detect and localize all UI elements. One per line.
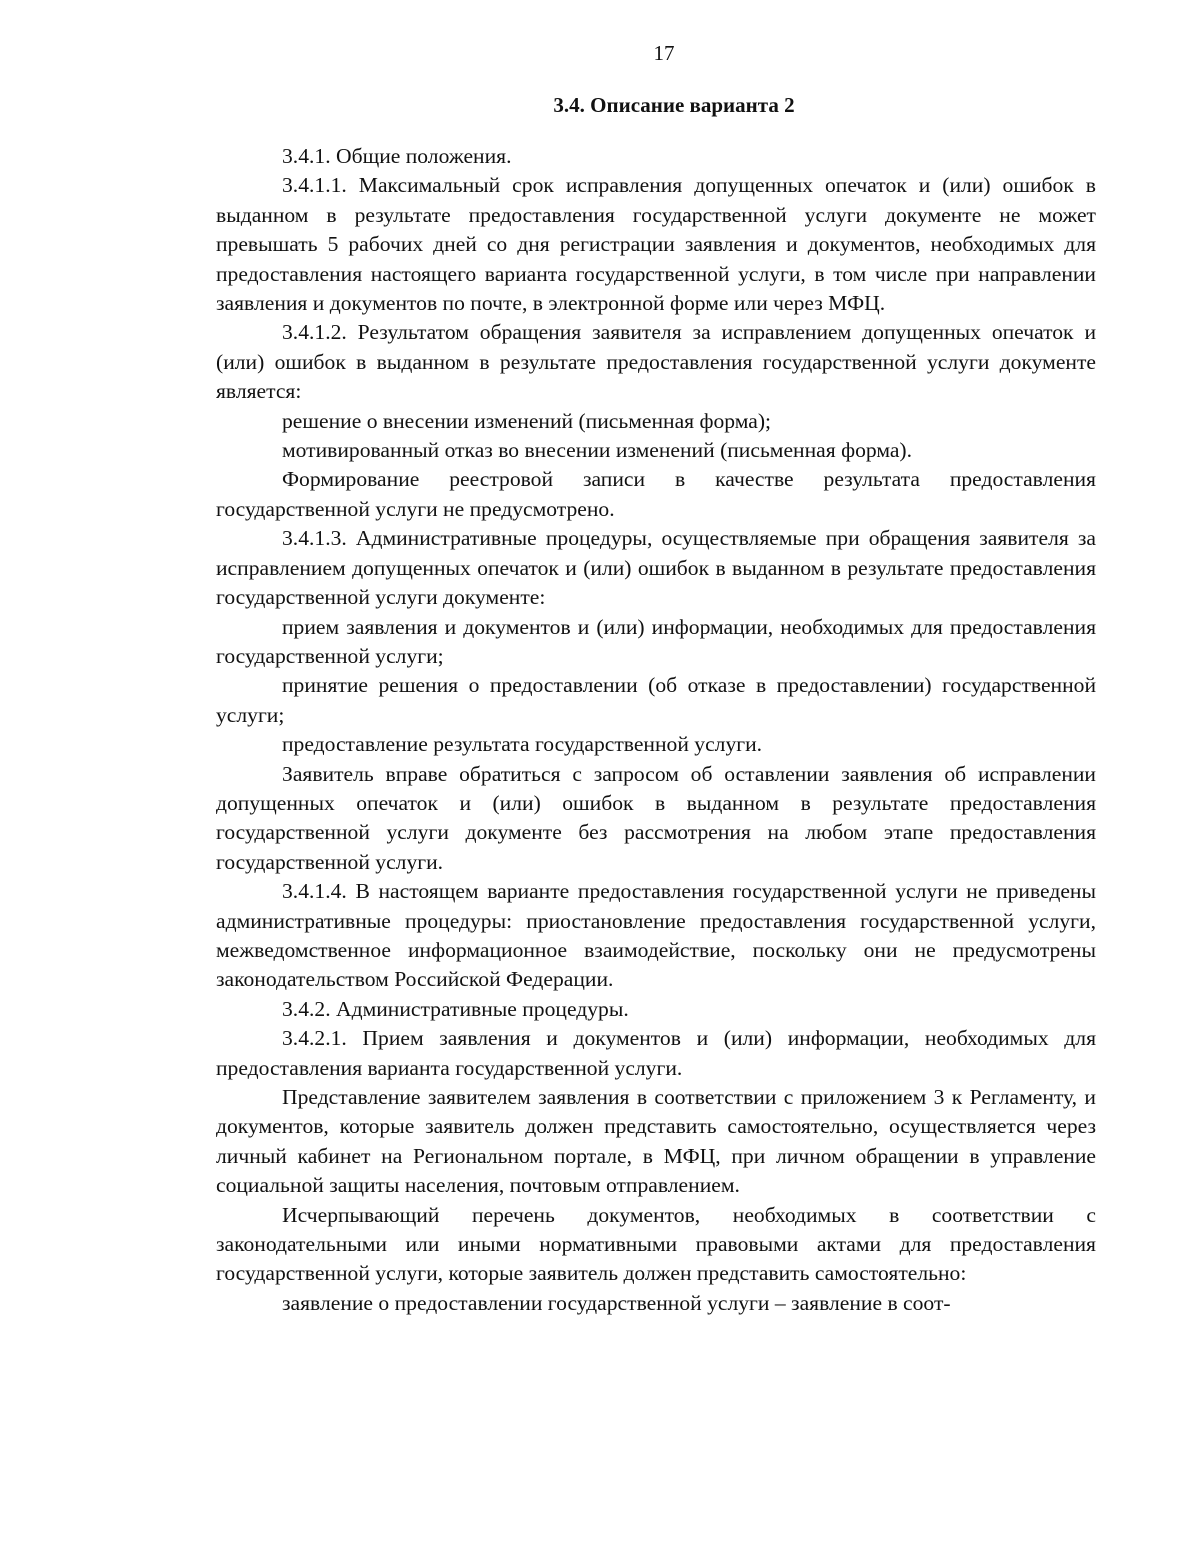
- paragraph-registry-record: Формирование реестровой записи в качестве результата предоставления государственной услуги не предусмотрено.: [216, 467, 1096, 521]
- paragraph-3-4-1-2: 3.4.1.2. Результатом обращения заявителя за исправлением допущенных опечаток и (или) ошибок в выданном в результате предоставления государственной услуги документе является:: [216, 320, 1096, 404]
- paragraph-3-4-1-4: 3.4.1.4. В настоящем варианте предоставления государственной услуги не приведены административные процедуры: приостановление предоставления государственной услуги, межведомственное информационное взаимодействие, поскольку они не предусмотрены законодательством Российской Федерации.: [216, 879, 1096, 992]
- document-body: [216, 142, 1096, 1318]
- list-item-decision: решение о внесении изменений (письменная форма);: [282, 408, 772, 433]
- paragraph-3-4-1: 3.4.1. Общие положения.: [282, 144, 512, 168]
- list-item-decision-making: принятие решения о предоставлении (об отказе в предоставлении) государственной услуги;: [216, 673, 1096, 727]
- paragraph-3-4-1-3: 3.4.1.3. Административные процедуры, осуществляемые при обращения заявителя за исправлением допущенных опечаток и (или) ошибок в выданном в результате предоставления государственной услуги документе:: [216, 526, 1096, 610]
- paragraph-submission: Представление заявителем заявления в соответствии с приложением 3 к Регламенту, и документов, которые заявитель должен представить самостоятельно, осуществляется через личный кабинет на Региональном портале, в МФЦ, при личном обращении в управление социальной защиты населения, почтовым отправлением.: [216, 1085, 1096, 1198]
- paragraph-document-list: Исчерпывающий перечень документов, необходимых в соответствии с законодательными или иными нормативными правовыми актами для предоставления государственной услуги, которые заявитель должен представить самостоятельно:: [216, 1202, 1096, 1286]
- paragraph-3-4-1-1: 3.4.1.1. Максимальный срок исправления допущенных опечаток и (или) ошибок в выданном в результате предоставления государственной услуги документе не может превышать 5 рабочих дней со дня регистрации заявления и документов, необходимых для предоставления настоящего варианта государственной услуги, в том числе при направлении заявления и документов по почте, в электронной форме или через МФЦ.: [216, 173, 1096, 316]
- paragraph-3-4-2: 3.4.2. Административные процедуры.: [282, 996, 629, 1021]
- page-number: 17: [653, 41, 675, 65]
- section-title: 3.4. Описание варианта 2: [553, 93, 795, 117]
- list-item-refusal: мотивированный отказ во внесении изменений (письменная форма).: [282, 438, 913, 463]
- list-item-reception: прием заявления и документов и (или) информации, необходимых для предоставления государственной услуги;: [216, 614, 1096, 668]
- paragraph-applicant-right: Заявитель вправе обратиться с запросом об оставлении заявления об исправлении допущенных опечаток и (или) ошибок в выданном в результате предоставления государственной услуги документе без рассмотрения на любом этапе предоставления государственной услуги.: [216, 761, 1096, 874]
- list-item-result-provision: предоставление результата государственной услуги.: [282, 732, 763, 757]
- paragraph-3-4-2-1: 3.4.2.1. Прием заявления и документов и (или) информации, необходимых для предоставления варианта государственной услуги.: [216, 1026, 1096, 1080]
- list-item-application: заявление о предоставлении государственной услуги – заявление в соот-: [282, 1290, 951, 1315]
- document-page: [216, 38, 1096, 1318]
